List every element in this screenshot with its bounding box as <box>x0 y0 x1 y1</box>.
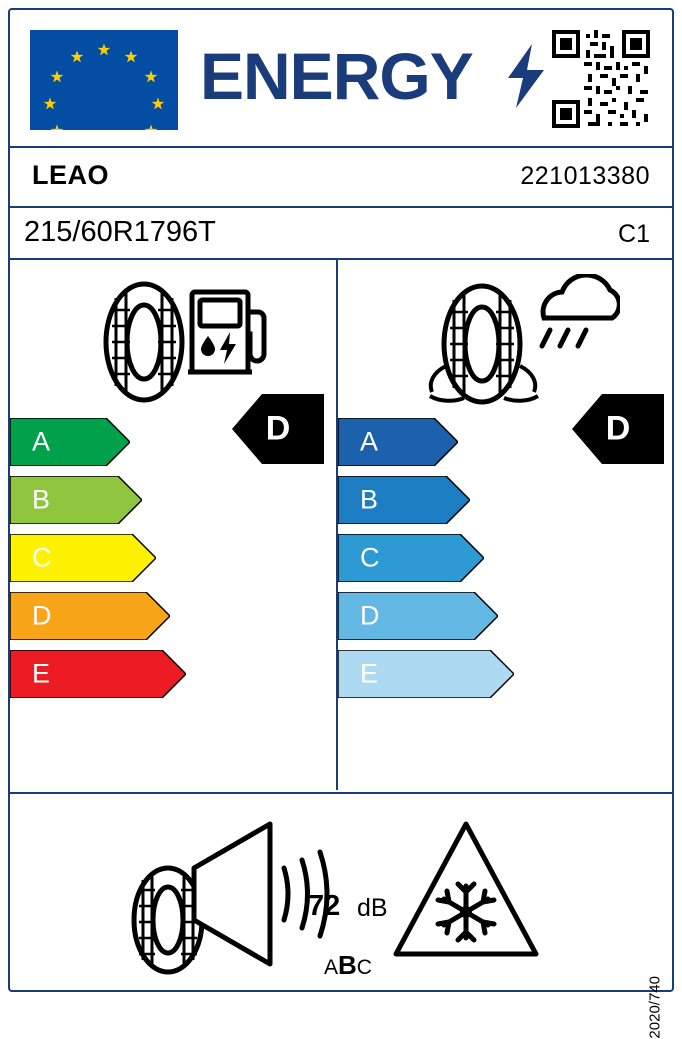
fuel-selected-grade: D <box>265 409 291 448</box>
label-header <box>10 10 672 130</box>
fuel-grade-e <box>10 650 336 698</box>
fuel-grade-d <box>10 592 336 640</box>
noise-class-a: A <box>324 956 339 979</box>
wet-grade-c <box>338 534 676 582</box>
snow-grip-pictogram <box>388 814 548 974</box>
fuel-pictogram <box>88 274 268 409</box>
grade-row <box>338 650 676 708</box>
snowflake-icon <box>438 884 494 940</box>
fuel-grade-c <box>10 534 336 582</box>
noise-unit: dB <box>357 894 388 922</box>
grade-row <box>10 592 336 650</box>
noise-class-b-selected: B <box>338 950 357 980</box>
fuel-efficiency-panel <box>10 260 336 790</box>
grade-row <box>10 476 336 534</box>
tyre-size: 215/60R1796T <box>24 216 216 248</box>
grade-arrow <box>10 418 130 466</box>
rain-cloud-icon <box>542 275 619 346</box>
grade-letter: C <box>32 542 52 573</box>
grade-row <box>338 476 676 534</box>
divider-rule-2 <box>10 206 672 208</box>
label-date: 2020/740 <box>647 976 664 1039</box>
tyre-class: C1 <box>618 220 650 248</box>
divider-rule-4 <box>10 792 672 794</box>
tyre-icon <box>444 286 520 402</box>
wet-grade-d <box>338 592 676 640</box>
fuel-drop-icon <box>201 332 236 364</box>
grade-letter: D <box>32 600 52 631</box>
brand-name: LEAO <box>32 160 110 190</box>
noise-pictogram <box>120 816 388 980</box>
bottom-section <box>10 796 672 1039</box>
wet-grade-b <box>338 476 676 524</box>
grade-letter: D <box>360 600 380 631</box>
noise-value: 72 <box>308 890 341 922</box>
grade-letter: A <box>360 426 379 457</box>
grade-letter: A <box>32 426 51 457</box>
eu-flag-stars <box>30 30 178 130</box>
wet-selected-marker <box>572 394 664 464</box>
energy-label <box>8 8 674 1039</box>
noise-class-scale <box>324 950 372 981</box>
qr-code-icon <box>552 30 650 128</box>
grade-row <box>338 534 676 592</box>
wet-grade-e <box>338 650 676 698</box>
grade-row <box>338 592 676 650</box>
lightning-bolt-icon <box>506 44 546 108</box>
grade-arrow <box>338 418 458 466</box>
grade-letter: C <box>360 542 380 573</box>
grade-letter: B <box>32 484 51 515</box>
grade-letter: E <box>360 658 379 689</box>
grade-arrow <box>338 476 470 524</box>
sku-number: 221013380 <box>520 162 650 190</box>
noise-class-c: C <box>356 956 372 979</box>
grade-arrow <box>10 476 142 524</box>
divider-rule-1 <box>10 146 672 148</box>
european-union-flag-icon <box>30 30 178 130</box>
grade-row <box>10 650 336 708</box>
grade-row <box>10 534 336 592</box>
wet-grip-panel <box>338 260 676 790</box>
speaker-icon <box>194 824 270 964</box>
grade-letter: B <box>360 484 379 515</box>
wet-selected-grade: D <box>605 409 631 448</box>
grade-letter: E <box>32 658 51 689</box>
tyre-icon <box>106 284 182 400</box>
energy-title: ENERGY <box>200 39 473 113</box>
fuel-grade-b <box>10 476 336 524</box>
fuel-selected-marker <box>232 394 324 464</box>
